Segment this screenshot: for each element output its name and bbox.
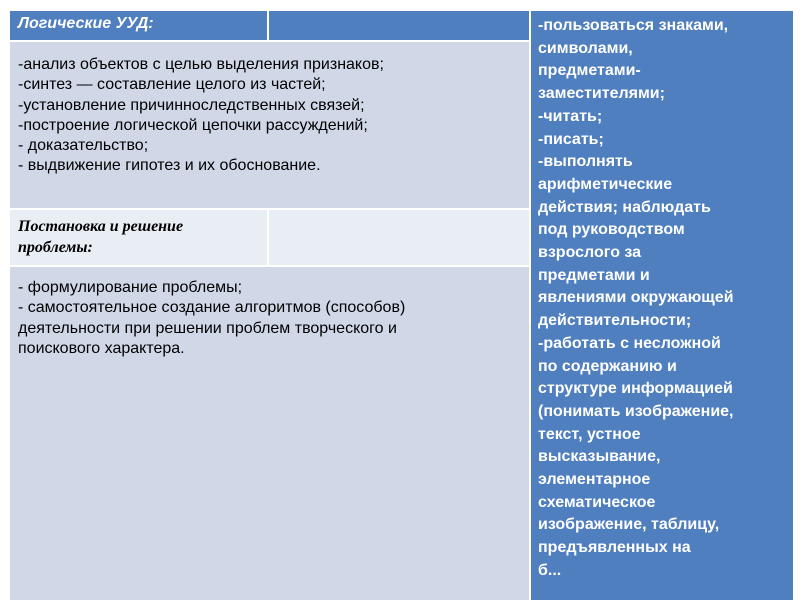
list-line: предметами-	[538, 62, 641, 80]
uud-table	[8, 9, 793, 600]
problem-solving-list	[10, 267, 529, 359]
list-line: б...	[538, 561, 562, 579]
header-empty-cell	[269, 11, 529, 40]
problem-solving-header-text	[10, 210, 267, 264]
list-item: поискового характера.	[18, 339, 185, 357]
list-line: действия; наблюдать	[538, 198, 711, 216]
problem-solving-empty-cell	[269, 210, 529, 265]
logical-actions-list	[10, 42, 529, 177]
list-item: -анализ объектов с целью выделения признаков;	[18, 56, 384, 73]
problem-solving-cell	[10, 267, 529, 600]
list-line: -писать;	[538, 130, 604, 148]
list-item: -построение логической цепочки рассуждений;	[18, 116, 368, 134]
list-item: -синтез — составление целого из частей;	[18, 76, 326, 94]
list-line: действительности;	[538, 312, 692, 330]
list-line: явлениями окружающей	[538, 289, 734, 307]
list-line: символами,	[538, 39, 633, 57]
list-line: предметами и	[538, 266, 650, 284]
list-line: элементарное	[538, 471, 651, 489]
list-item: - доказательство;	[18, 137, 149, 155]
list-line: -работать с несложной	[538, 334, 721, 352]
list-line: -пользоваться знаками,	[538, 17, 729, 34]
header-logical-uud-text: Логические УУД:	[18, 15, 154, 32]
list-line: схематическое	[538, 493, 656, 511]
list-line: под руководством	[538, 221, 685, 239]
list-line: взрослого за	[538, 244, 642, 262]
list-line: -выполнять	[538, 153, 633, 171]
list-line: по содержанию и	[538, 357, 677, 375]
list-item: - самостоятельное создание алгоритмов (способов)	[18, 299, 406, 317]
left-margin	[0, 0, 8, 600]
header-logical-uud-cell	[10, 11, 267, 40]
list-line: изображение, таблицу,	[538, 516, 720, 534]
list-item: - выдвижение гипотез и их обоснование.	[18, 157, 321, 175]
list-item: деятельности при решении проблем творческого и	[18, 319, 397, 337]
sign-symbolic-actions-cell	[531, 11, 793, 600]
list-line: заместителями;	[538, 85, 665, 103]
header-line: проблемы:	[18, 239, 93, 256]
list-line: предъявленных на	[538, 539, 691, 557]
problem-solving-header-cell	[10, 210, 267, 265]
list-item: - формулирование проблемы;	[18, 279, 243, 296]
header-line: Постановка и решение	[18, 218, 184, 235]
list-item: -установление причинноследственных связей;	[18, 96, 365, 114]
list-line: структуре информацией	[538, 380, 733, 398]
list-line: -читать;	[538, 107, 603, 125]
list-line: (понимать изображение,	[538, 402, 734, 420]
list-line: текст, устное	[538, 425, 641, 443]
list-line: арифметические	[538, 175, 673, 193]
logical-actions-cell	[10, 42, 529, 208]
header-empty-text	[269, 11, 529, 17]
sign-symbolic-actions-list	[531, 11, 793, 583]
list-line: высказывание,	[538, 448, 661, 466]
problem-solving-empty-text	[269, 210, 529, 222]
